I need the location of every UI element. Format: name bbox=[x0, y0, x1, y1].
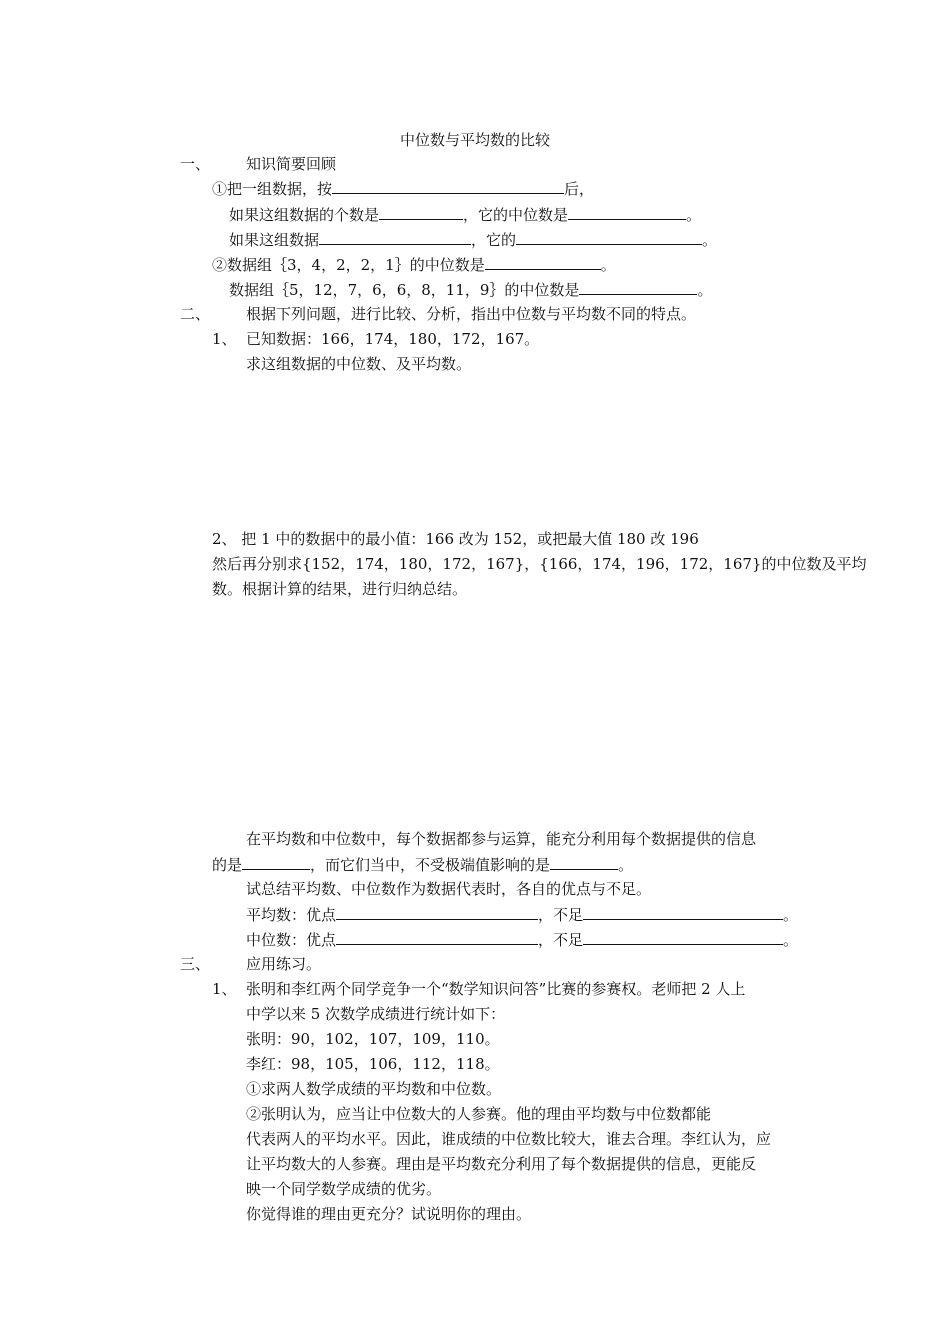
summary-para-line1: 在平均数和中位数中，每个数据都参与运算，能充分利用每个数据提供的信息 bbox=[246, 830, 757, 848]
para-text-a: 的是 bbox=[212, 856, 243, 874]
line3-text-a: 如果这组数据 bbox=[229, 231, 320, 249]
section2-q1-task: 求这组数据的中位数、及平均数。 bbox=[246, 355, 472, 373]
section3-heading: 应用练习。 bbox=[246, 955, 322, 973]
blank-condition bbox=[319, 229, 471, 245]
page-title: 中位数与平均数的比较 bbox=[399, 131, 550, 149]
blank-mean-pros bbox=[336, 904, 538, 920]
section3-q1-line1: 张明和李红两个同学竞争一个“数学知识问答”比赛的参赛权。老师把 2 人上 bbox=[246, 980, 746, 998]
line3-text-c: 。 bbox=[702, 231, 718, 249]
median-label: 中位数：优点 bbox=[246, 931, 337, 949]
section2-q2-line3: 数。根据计算的结果，进行归纳总结。 bbox=[212, 580, 468, 598]
median-pros-cons bbox=[246, 929, 798, 950]
blank-mean-cons bbox=[583, 904, 783, 920]
blank-count-type bbox=[379, 204, 463, 220]
subquestion-2-line5: 你觉得谁的理由更充分？试说明你的理由。 bbox=[246, 1205, 532, 1223]
section2-q1-data: 已知数据：166，174，180，172，167。 bbox=[246, 330, 540, 348]
line5-text-b: 。 bbox=[697, 281, 713, 299]
mean-pros-cons bbox=[246, 904, 798, 925]
section1-line2 bbox=[229, 204, 701, 225]
section3-q1-line2: 中学以来 5 次数学成绩进行统计如下： bbox=[246, 1005, 506, 1023]
line3-text-b: ，它的 bbox=[471, 231, 517, 249]
section3-q1-number: 1、 bbox=[212, 980, 237, 998]
mean-label: 平均数：优点 bbox=[246, 906, 337, 924]
blank-median-even bbox=[516, 229, 702, 245]
mean-cons-label: ，不足 bbox=[538, 906, 584, 924]
section1-line4 bbox=[212, 254, 616, 275]
para-text-c: 。 bbox=[618, 856, 634, 874]
line2-text-b: ，它的中位数是 bbox=[463, 206, 569, 224]
section1-line3 bbox=[229, 229, 717, 250]
mean-end: 。 bbox=[783, 906, 799, 924]
section2-q2-line1: 2、 把 1 中的数据中的最小值：166 改为 152，或把最大值 180 改 196 bbox=[212, 530, 699, 548]
para-text-b: ，而它们当中，不受极端值影响的是 bbox=[310, 856, 551, 874]
subquestion-2-line2: 代表两人的平均水平。因此，谁成绩的中位数比较大，谁去合理。李红认为，应 bbox=[246, 1130, 772, 1148]
section3-number: 三、 bbox=[180, 955, 211, 973]
line4-text-b: 。 bbox=[600, 256, 616, 274]
line4-text-a: ②数据组｛3，4，2，2，1｝的中位数是 bbox=[212, 256, 485, 274]
subquestion-2-line4: 映一个同学数学成绩的优劣。 bbox=[246, 1180, 442, 1198]
blank-extreme-robust bbox=[550, 854, 618, 870]
section2-q2-line2: 然后再分别求{152，174，180，172，167}，{166，174，196，172，167}的中位数及平均 bbox=[212, 555, 867, 573]
blank-median-answer-2 bbox=[579, 279, 697, 295]
blank-median-pros bbox=[336, 929, 538, 945]
li-scores: 李红：98，105，106，112，118。 bbox=[246, 1055, 500, 1073]
blank-sort-order bbox=[332, 178, 564, 194]
blank-median-answer-1 bbox=[485, 254, 601, 270]
section1-heading: 知识简要回顾 bbox=[246, 155, 337, 173]
median-end: 。 bbox=[783, 931, 799, 949]
line5-text-a: 数据组｛5，12，7，6，6，8，11，9｝的中位数是 bbox=[229, 281, 580, 299]
section2-number: 二、 bbox=[180, 305, 211, 323]
line2-text-c: 。 bbox=[686, 206, 702, 224]
summary-instruction: 试总结平均数、中位数作为数据代表时，各自的优点与不足。 bbox=[246, 880, 652, 898]
section1-number: 一、 bbox=[180, 155, 211, 173]
blank-median-odd bbox=[568, 204, 686, 220]
line1-text-b: 后， bbox=[564, 180, 595, 198]
section1-line1 bbox=[212, 178, 594, 199]
line2-text-a: 如果这组数据的个数是 bbox=[229, 206, 380, 224]
zhang-scores: 张明：90，102，107，109，110。 bbox=[246, 1030, 500, 1048]
subquestion-2-line1: ②张明认为，应当让中位数大的人参赛。他的理由平均数与中位数都能 bbox=[246, 1105, 712, 1123]
subquestion-2-line3: 让平均数大的人参赛。理由是平均数充分利用了每个数据提供的信息，更能反 bbox=[246, 1155, 757, 1173]
section2-q1-number: 1、 bbox=[212, 330, 237, 348]
section1-line5 bbox=[229, 279, 712, 300]
median-cons-label: ，不足 bbox=[538, 931, 584, 949]
blank-median-cons bbox=[583, 929, 783, 945]
summary-para-line2 bbox=[212, 854, 633, 875]
blank-full-info bbox=[242, 854, 310, 870]
section2-heading: 根据下列问题，进行比较、分析，指出中位数与平均数不同的特点。 bbox=[246, 305, 697, 323]
subquestion-1: ①求两人数学成绩的平均数和中位数。 bbox=[246, 1080, 502, 1098]
line1-text-a: ①把一组数据，按 bbox=[212, 180, 333, 198]
